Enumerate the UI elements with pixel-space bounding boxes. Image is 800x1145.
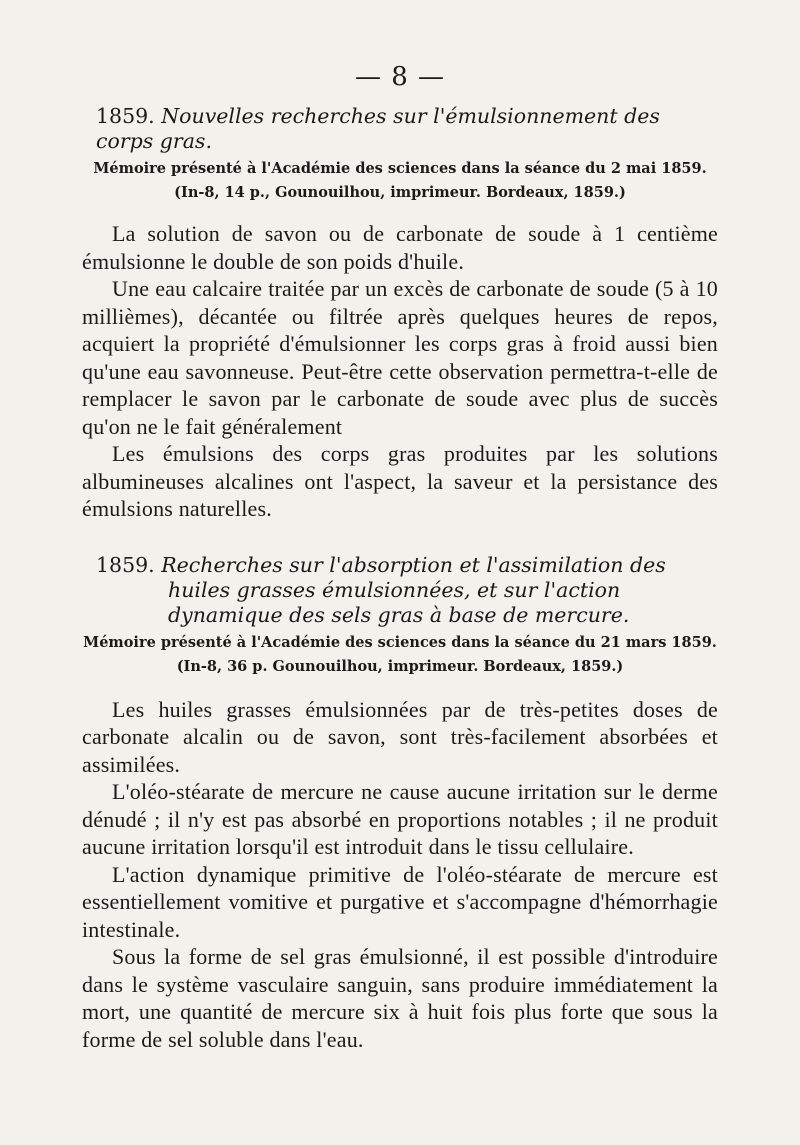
- entry-2-paragraph-1: Les huiles grasses émulsionnées par de très-petites doses de carbonate alcalin ou de savon, sont très-facilement absorbées et assimilées.: [82, 696, 718, 777]
- entry-2-meta-line2: (In-8, 36 p. Gounouilhou, imprimeur. Bordeaux, 1859.): [176, 657, 624, 675]
- entry-1-paragraph-1: La solution de savon ou de carbonate de soude à 1 centième émulsionne le double de son poids d'huile.: [82, 221, 718, 274]
- entry-1-paragraph-2: Une eau calcaire traitée par un excès de carbonate de soude (5 à 10 millièmes), décantée ou filtrée après quelques heures de repos, acquiert la propriété d'émulsionner les corps gras à froid aussi bien qu'une eau savonneuse. Peut-être cette observation permettra-t-elle de remplacer le savon par le carbonate de soude avec plus de succès qu'on ne le fait généralement: [82, 276, 718, 439]
- page-number: — 8 —: [354, 62, 446, 92]
- entry-1-title: Nouvelles recherches sur l'émulsionnement des corps gras.: [96, 104, 660, 153]
- entry-1: [82, 104, 718, 523]
- entry-2-meta-line1: Mémoire présenté à l'Académie des sciences dans la séance du 21 mars 1859.: [83, 633, 717, 651]
- entry-1-year: 1859.: [96, 104, 155, 128]
- entry-2-paragraph-2: L'oléo-stéarate de mercure ne cause aucune irritation sur le derme dénudé ; il n'y est pas absorbé en proportions notables ; il ne produit aucune irritation lorsqu'il est introduit dans le tissu cellulaire.: [82, 779, 718, 859]
- entry-1-heading: [82, 104, 718, 154]
- entry-2-heading: [82, 553, 718, 628]
- entry-2-title: Recherches sur l'absorption et l'assimilation des huiles grasses émulsionnées, et sur l'action dynamique des sels gras à base de mercure.: [161, 552, 666, 627]
- entry-1-meta-line2: (In-8, 14 p., Gounouilhou, imprimeur. Bordeaux, 1859.): [174, 184, 626, 201]
- entry-2-paragraph-4: Sous la forme de sel gras émulsionné, il est possible d'introduire dans le système vasculaire sanguin, sans produire immédiatement la mort, une quantité de mercure six à huit fois plus forte que sous la forme de sel soluble dans l'eau.: [82, 944, 718, 1052]
- entry-2: [82, 553, 718, 1054]
- entry-2-body: [82, 696, 718, 1054]
- entry-1-body: [82, 220, 718, 523]
- entry-2-year: 1859.: [96, 552, 155, 577]
- entry-2-paragraph-3: L'action dynamique primitive de l'oléo-stéarate de mercure est essentiellement vomitive et purgative et s'accompagne d'hémorrhagie intestinale.: [82, 861, 718, 942]
- entry-1-meta-line1: Mémoire présenté à l'Académie des sciences dans la séance du 2 mai 1859.: [93, 160, 707, 177]
- entry-1-paragraph-3: Les émulsions des corps gras produites par les solutions albumineuses alcalines ont l'aspect, la saveur et la persistance des émulsions naturelles.: [82, 441, 718, 521]
